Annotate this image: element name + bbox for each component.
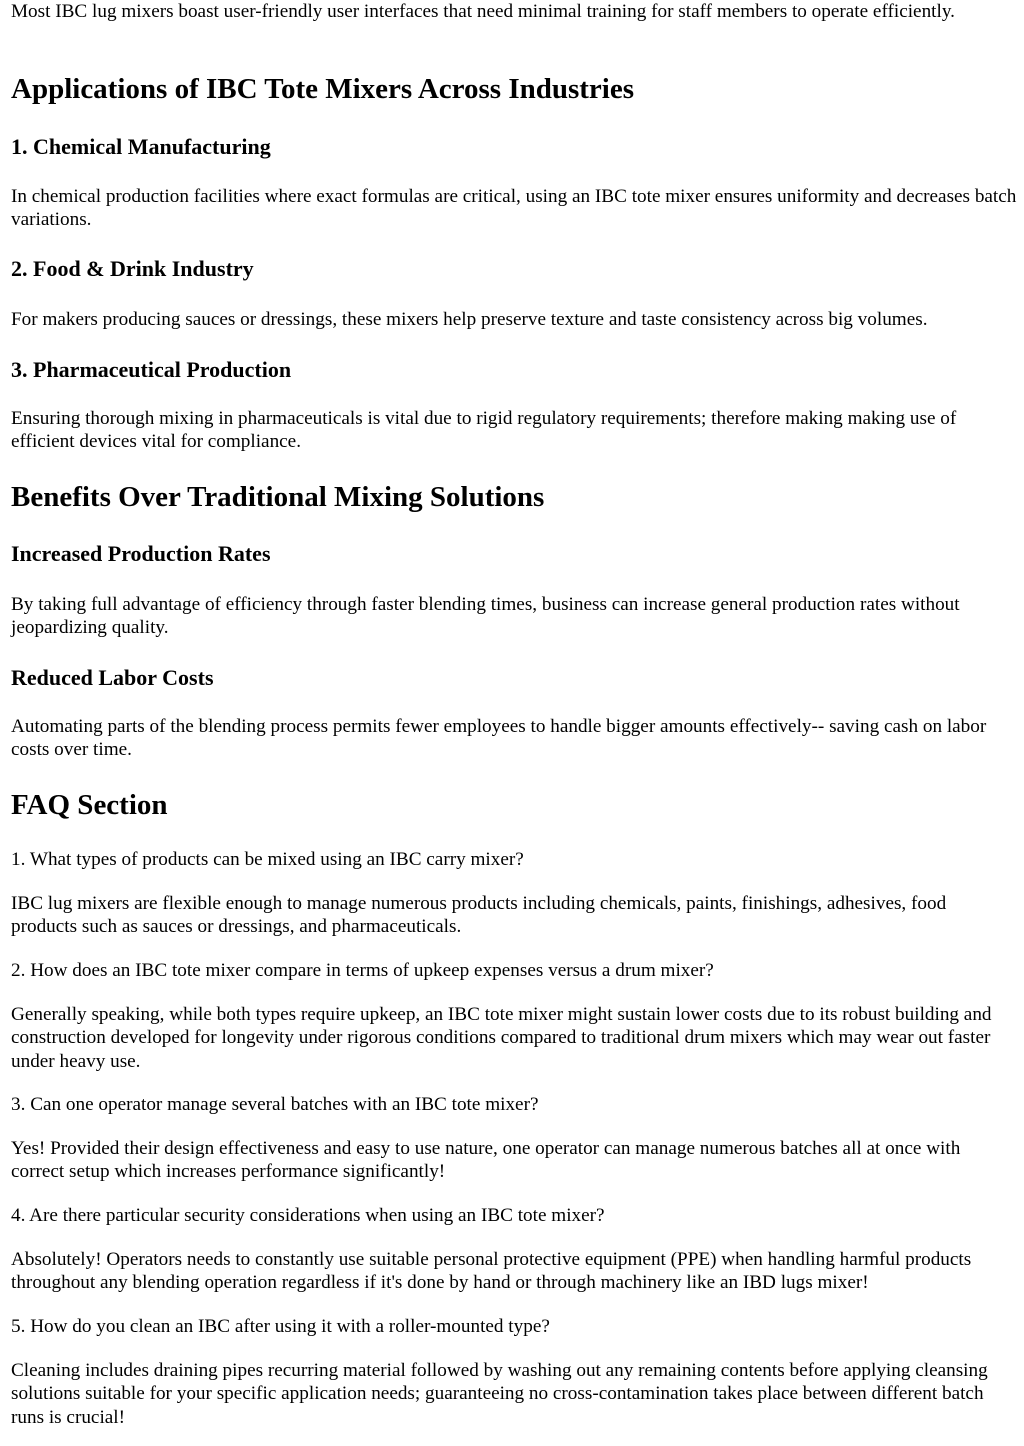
application-title-food: 2. Food & Drink Industry: [11, 256, 254, 281]
faq-answer-1: IBC lug mixers are flexible enough to manage numerous products including chemicals, paints, finishings, adhesives, food products such as sauces or dressings, and pharmaceuticals.: [11, 893, 947, 938]
benefit-title-labor: Reduced Labor Costs: [11, 665, 214, 690]
faq-question-3: 3. Can one operator manage several batches with an IBC tote mixer?: [11, 1094, 539, 1115]
faq-question-5: 5. How do you clean an IBC after using it with a roller-mounted type?: [11, 1316, 550, 1337]
application-title-chemical: 1. Chemical Manufacturing: [11, 134, 271, 159]
benefits-heading: Benefits Over Traditional Mixing Solutions: [11, 481, 545, 513]
application-text-pharma: Ensuring thorough mixing in pharmaceuticals is vital due to rigid regulatory requirements; therefore making making use of efficient devices vital for compliance.: [11, 408, 957, 453]
faq-question-1: 1. What types of products can be mixed using an IBC carry mixer?: [11, 849, 524, 870]
faq-answer-4: Absolutely! Operators needs to constantly use suitable personal protective equipment (PPE) when handling harmful products throughout any blending operation regardless if it's done by hand or through machinery like an IBD lugs mixer!: [11, 1249, 972, 1294]
applications-heading: Applications of IBC Tote Mixers Across Industries: [11, 73, 635, 105]
benefit-text-labor: Automating parts of the blending process permits fewer employees to handle bigger amounts effectively-- saving cash on labor costs over time.: [11, 716, 987, 761]
faq-answer-5: Cleaning includes draining pipes recurring material followed by washing out any remaining contents before applying cleansing solutions suitable for your specific application needs; guaranteeing no cross-contamination takes place between different batch runs is crucial!: [11, 1360, 988, 1428]
intro-paragraph: Most IBC lug mixers boast user-friendly user interfaces that need minimal training for staff members to operate efficiently.: [11, 1, 955, 22]
faq-heading: FAQ Section: [11, 789, 168, 821]
faq-answer-3: Yes! Provided their design effectiveness and easy to use nature, one operator can manage numerous batches all at once with correct setup which increases performance significantly!: [11, 1138, 961, 1183]
application-text-food: For makers producing sauces or dressings, these mixers help preserve texture and taste consistency across big volumes.: [11, 309, 928, 330]
faq-question-4: 4. Are there particular security considerations when using an IBC tote mixer?: [11, 1205, 605, 1226]
faq-answer-2: Generally speaking, while both types require upkeep, an IBC tote mixer might sustain lower costs due to its robust building and construction developed for longevity under rigorous conditions compared to traditional drum mixers which may wear out faster under heavy use.: [11, 1004, 992, 1072]
benefit-text-production: By taking full advantage of efficiency through faster blending times, business can increase general production rates without jeopardizing quality.: [11, 594, 960, 639]
application-title-pharma: 3. Pharmaceutical Production: [11, 357, 292, 382]
faq-question-2: 2. How does an IBC tote mixer compare in terms of upkeep expenses versus a drum mixer?: [11, 960, 714, 981]
benefit-title-production: Increased Production Rates: [11, 541, 271, 566]
application-text-chemical: In chemical production facilities where exact formulas are critical, using an IBC tote mixer ensures uniformity and decreases batch variations.: [11, 186, 1017, 231]
